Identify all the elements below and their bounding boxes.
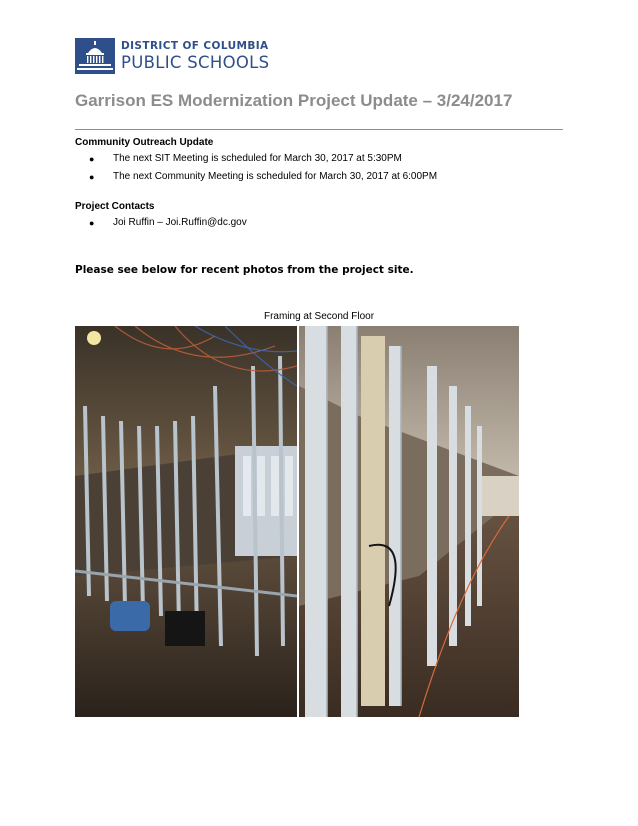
bullet-icon: ●	[89, 172, 95, 182]
photo-caption: Framing at Second Floor	[263, 311, 375, 322]
document-title: Garrison ES Modernization Project Update – 3/24/2017	[75, 91, 513, 110]
outreach-heading: Community Outreach Update	[75, 137, 214, 148]
contacts-list	[75, 214, 247, 232]
logo-line-2: PUBLIC SCHOOLS	[121, 53, 270, 72]
list-item	[75, 150, 437, 168]
title-divider	[75, 129, 563, 130]
outreach-item-text: The next Community Meeting is scheduled for March 30, 2017 at 6:00PM	[113, 171, 438, 182]
list-item	[75, 168, 437, 186]
framing-photo-right	[299, 326, 519, 717]
list-item	[75, 214, 247, 232]
bullet-icon: ●	[89, 154, 95, 164]
contact-item-text: Joi Ruffin – Joi.Ruffin@dc.gov	[113, 217, 247, 228]
outreach-list	[75, 150, 437, 186]
outreach-item-text: The next SIT Meeting is scheduled for March 30, 2017 at 5:30PM	[113, 153, 402, 164]
framing-photo-left	[75, 326, 297, 717]
photos-notice: Please see below for recent photos from the project site.	[75, 264, 414, 276]
logo-wordmark	[121, 40, 269, 72]
logo-line-1: DISTRICT OF COLUMBIA	[121, 40, 269, 52]
capitol-dome-icon	[75, 38, 115, 74]
bullet-icon: ●	[89, 218, 95, 228]
contacts-heading: Project Contacts	[75, 201, 155, 212]
dcps-logo	[75, 37, 269, 75]
